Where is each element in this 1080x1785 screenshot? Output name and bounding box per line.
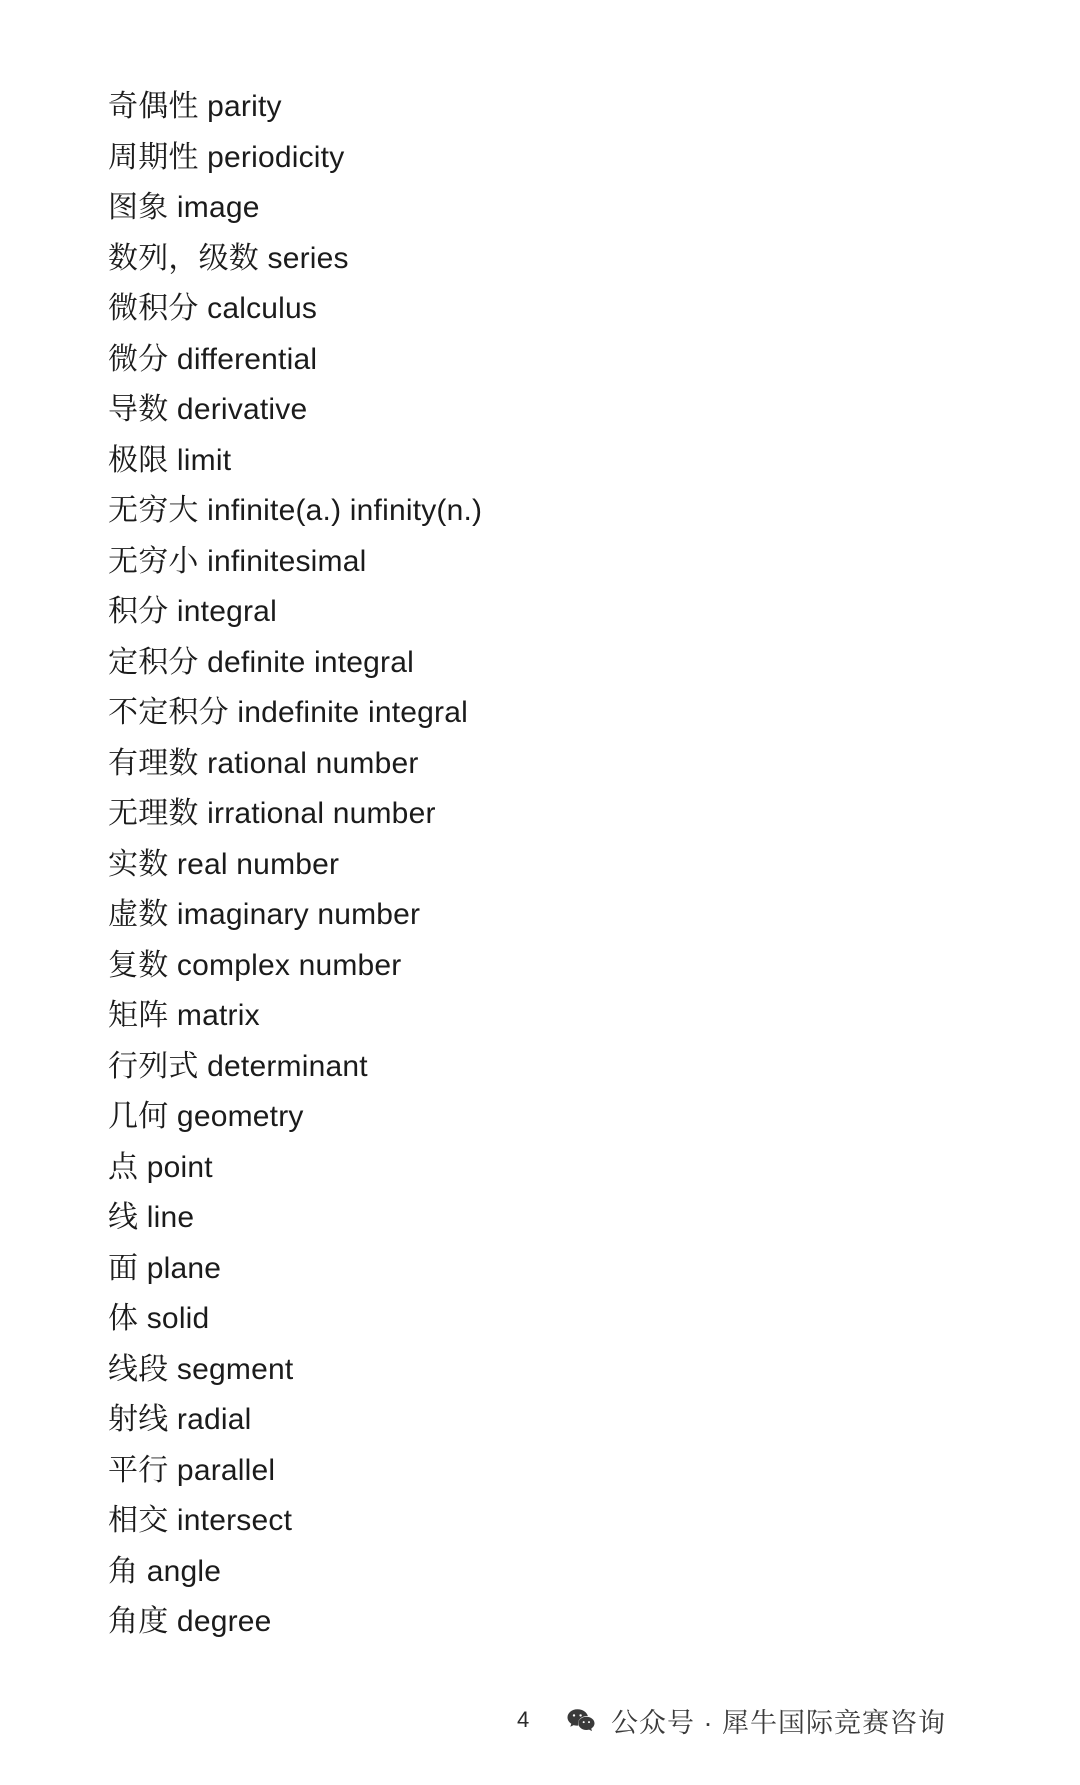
list-item: 不定积分 indefinite integral [108,696,468,729]
list-item: 几何 geometry [108,1100,304,1133]
list-item: 角 angle [108,1554,222,1588]
list-item: 相交 intersect [108,1504,293,1537]
list-item: 矩阵 matrix [108,999,260,1032]
list-item: 虚数 imaginary number [108,898,421,931]
list-item: 平行 parallel [108,1453,276,1487]
list-item: 微积分 calculus [108,292,318,325]
wechat-credit [565,1701,946,1740]
list-item: 角度 degree [108,1605,272,1638]
list-item: 行列式 determinant [108,1049,368,1083]
list-item: 定积分 definite integral [108,645,415,679]
list-item: 周期性 periodicity [108,140,345,174]
list-item: 积分 integral [108,595,277,628]
list-item: 极限 limit [108,443,232,477]
wechat-label: 公众号 · 犀牛国际竞赛咨询 [611,1708,946,1738]
list-item: 微分 differential [108,342,318,376]
list-item: 点 point [108,1150,213,1184]
term-list [108,82,968,1648]
list-item: 有理数 rational number [108,746,419,780]
list-item: 体 solid [108,1302,210,1335]
list-item: 射线 radial [108,1403,252,1436]
list-item: 面 plane [108,1251,222,1285]
list-item: 导数 derivative [108,393,308,426]
list-item: 无理数 irrational number [108,797,436,830]
page-number: 4 [517,1707,530,1732]
list-item: 无穷小 infinitesimal [108,544,367,578]
page-footer [0,1701,1080,1741]
list-item: 无穷大 infinite(a.) infinity(n.) [108,494,483,527]
list-item: 图象 image [108,191,260,224]
list-item: 线段 segment [108,1352,294,1386]
list-item: 实数 real number [108,847,340,881]
list-item: 线 line [108,1201,195,1234]
list-item: 数列，级数 series [108,241,349,275]
list-item: 奇偶性 parity [108,90,282,123]
wechat-icon [565,1705,597,1737]
list-item: 复数 complex number [108,948,402,982]
